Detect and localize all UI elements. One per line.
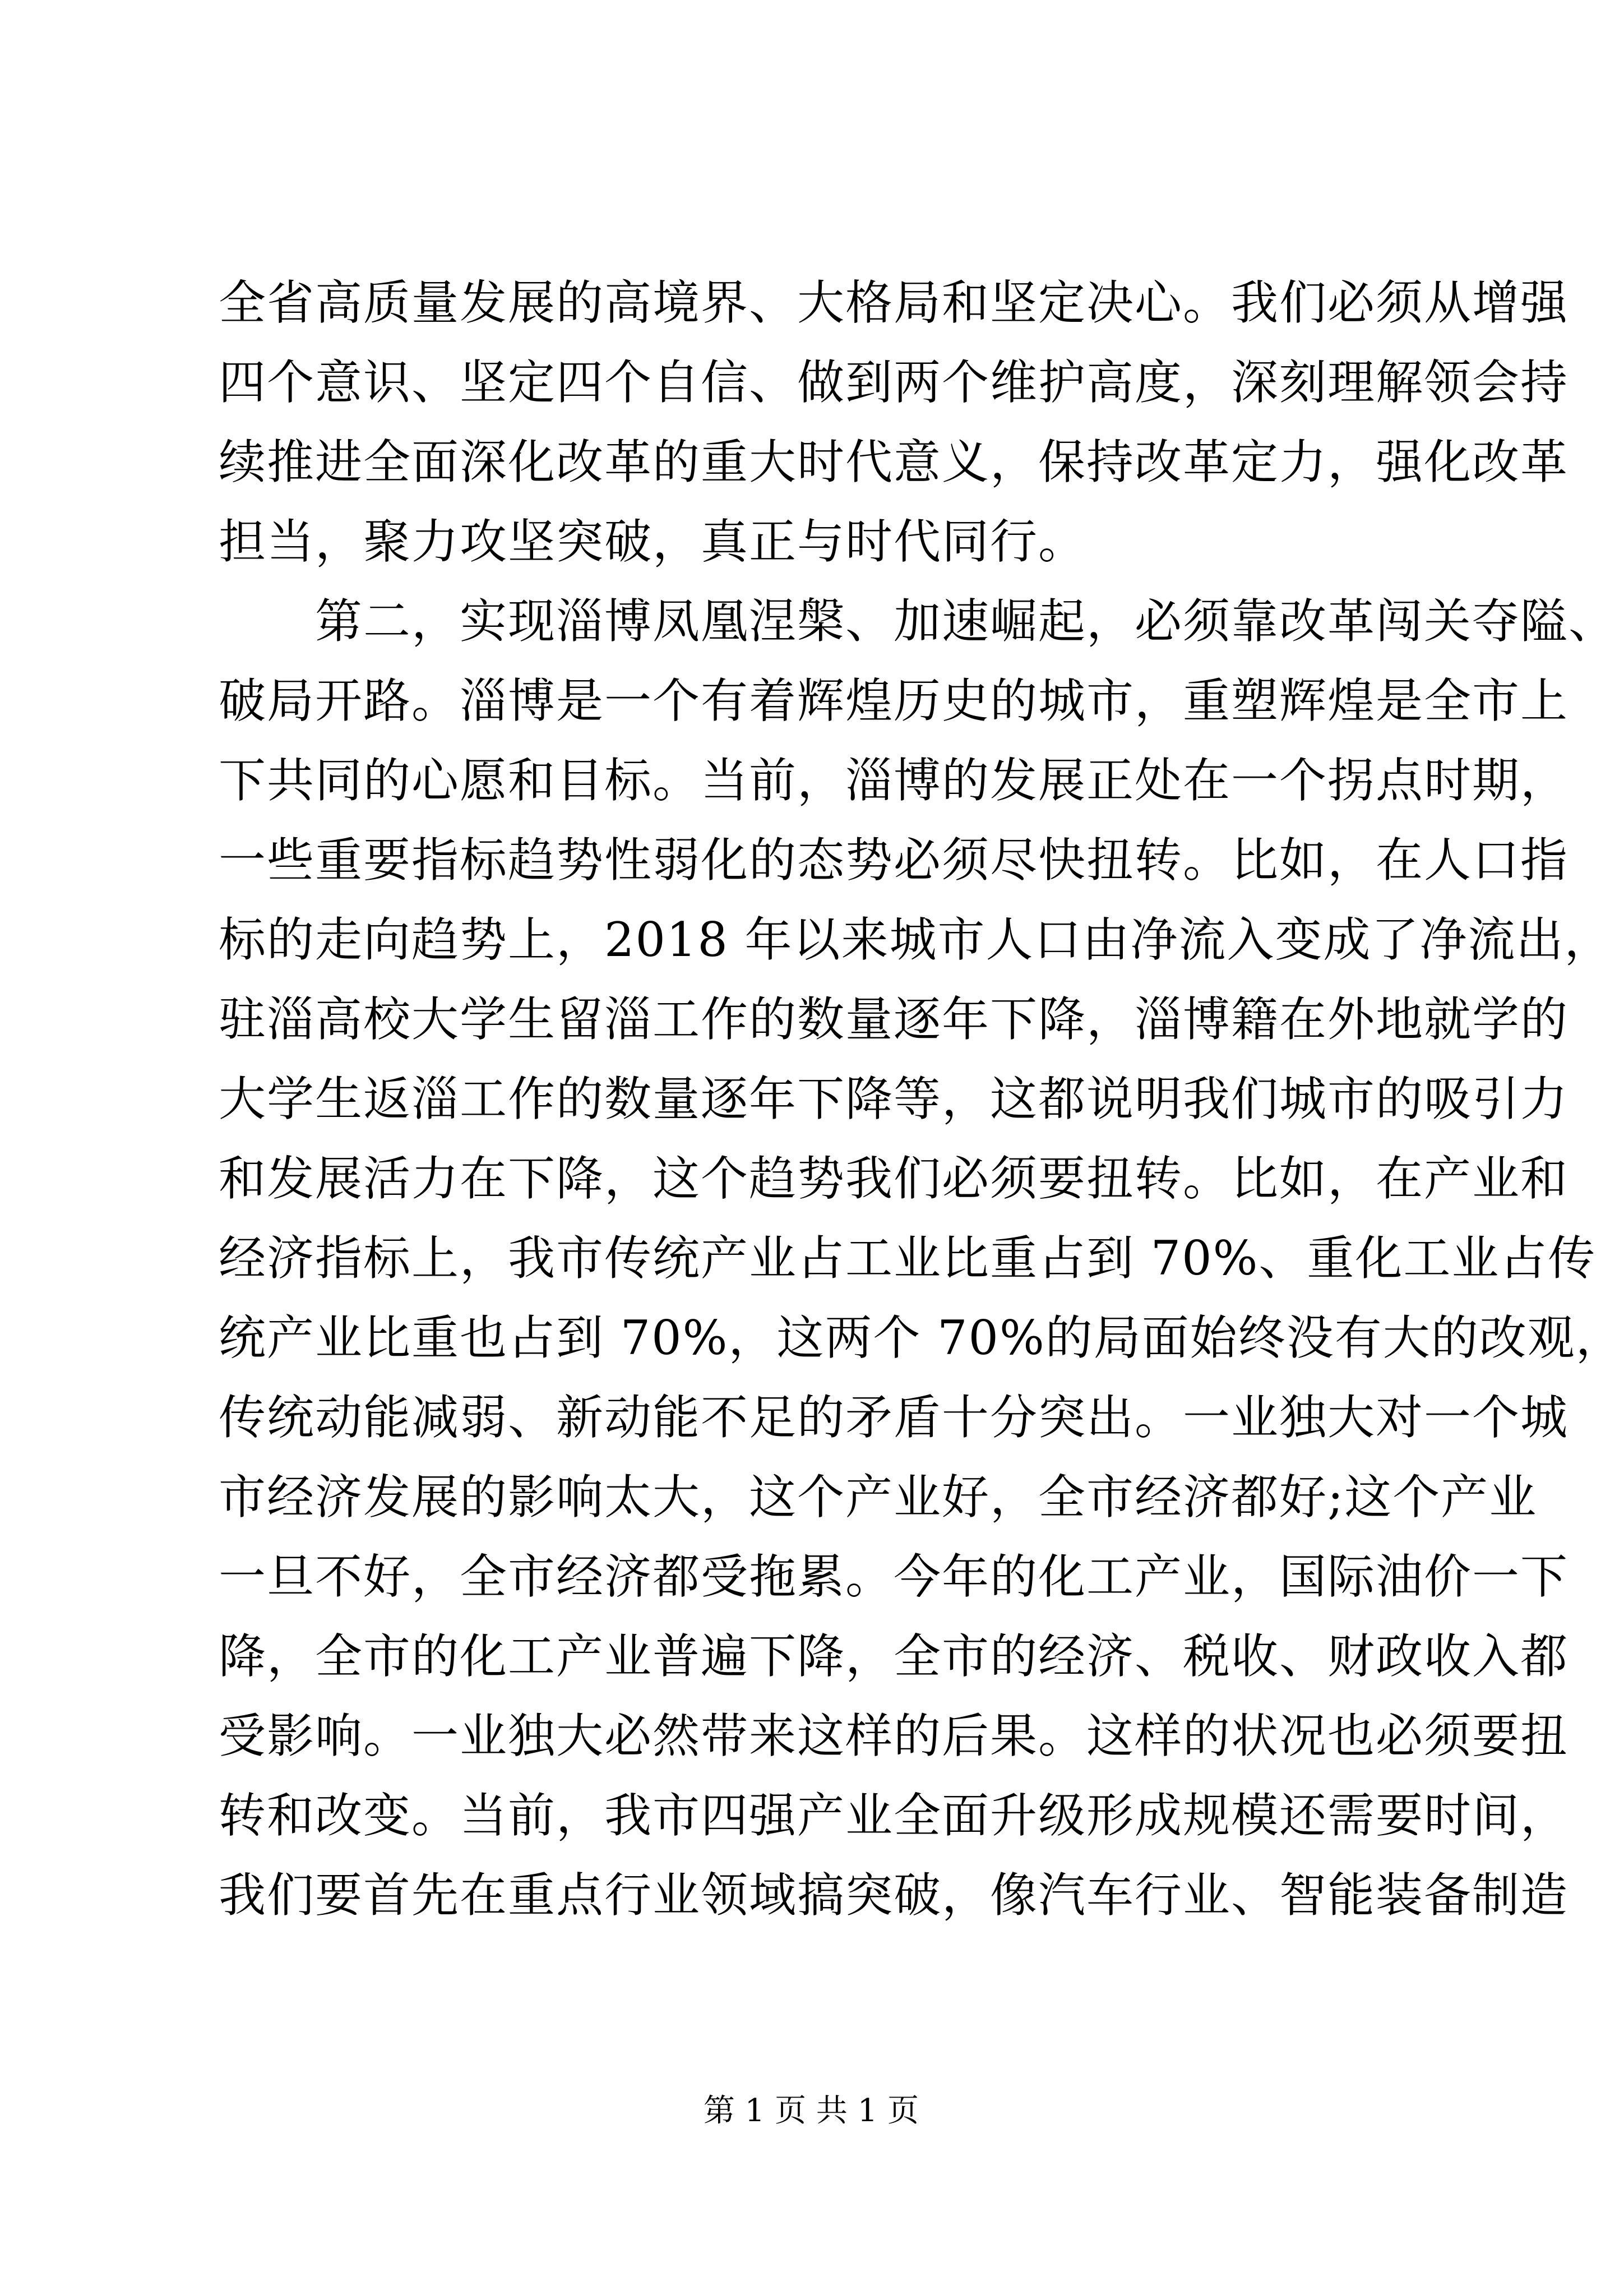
text-line: 转和改变。当前，我市四强产业全面升级形成规模还需要时间， xyxy=(219,1788,1569,1843)
text-line: 担当，聚力攻坚突破，真正与时代同行。 xyxy=(219,514,1087,569)
text-line: 一些重要指标趋势性弱化的态势必须尽快扭转。比如，在人口指 xyxy=(219,833,1569,888)
text-line: 续推进全面深化改革的重大时代意义，保持改革定力，强化改革 xyxy=(219,435,1569,490)
text-line: 传统动能减弱、新动能不足的矛盾十分突出。一业独大对一个城 xyxy=(219,1390,1569,1445)
text-line: 经济指标上，我市传统产业占工业比重占到 70%、重化工业占传 xyxy=(219,1231,1597,1286)
text-line: 破局开路。淄博是一个有着辉煌历史的城市，重塑辉煌是全市上 xyxy=(219,673,1569,728)
text-line: 全省高质量发展的高境界、大格局和坚定决心。我们必须从增强 xyxy=(219,275,1569,330)
text-line: 四个意识、坚定四个自信、做到两个维护高度，深刻理解领会持 xyxy=(219,355,1569,410)
text-line: 和发展活力在下降，这个趋势我们必须要扭转。比如，在产业和 xyxy=(219,1151,1569,1206)
text-line: 我们要首先在重点行业领域搞突破，像汽车行业、智能装备制造 xyxy=(219,1868,1569,1923)
text-line: 第二，实现淄博凤凰涅槃、加速崛起，必须靠改革闯关夺隘、 xyxy=(219,594,1617,649)
text-line: 降，全市的化工产业普遍下降，全市的经济、税收、财政收入都 xyxy=(219,1629,1569,1684)
text-line: 大学生返淄工作的数量逐年下降等，这都说明我们城市的吸引力 xyxy=(219,1072,1569,1126)
text-line: 驻淄高校大学生留淄工作的数量逐年下降，淄博籍在外地就学的 xyxy=(219,992,1569,1047)
text-line: 市经济发展的影响太大，这个产业好，全市经济都好;这个产业 xyxy=(219,1470,1538,1525)
text-line: 统产业比重也占到 70%，这两个 70%的局面始终没有大的改观， xyxy=(219,1310,1624,1365)
text-line: 下共同的心愿和目标。当前，淄博的发展正处在一个拐点时期， xyxy=(219,753,1569,808)
text-line: 一旦不好，全市经济都受拖累。今年的化工产业，国际油价一下 xyxy=(219,1549,1569,1604)
page-footer: 第 1 页 共 1 页 xyxy=(703,2093,919,2129)
text-line: 标的走向趋势上，2018 年以来城市人口由净流入变成了净流出， xyxy=(219,912,1613,967)
text-line: 受影响。一业独大必然带来这样的后果。这样的状况也必须要扭 xyxy=(219,1708,1569,1763)
